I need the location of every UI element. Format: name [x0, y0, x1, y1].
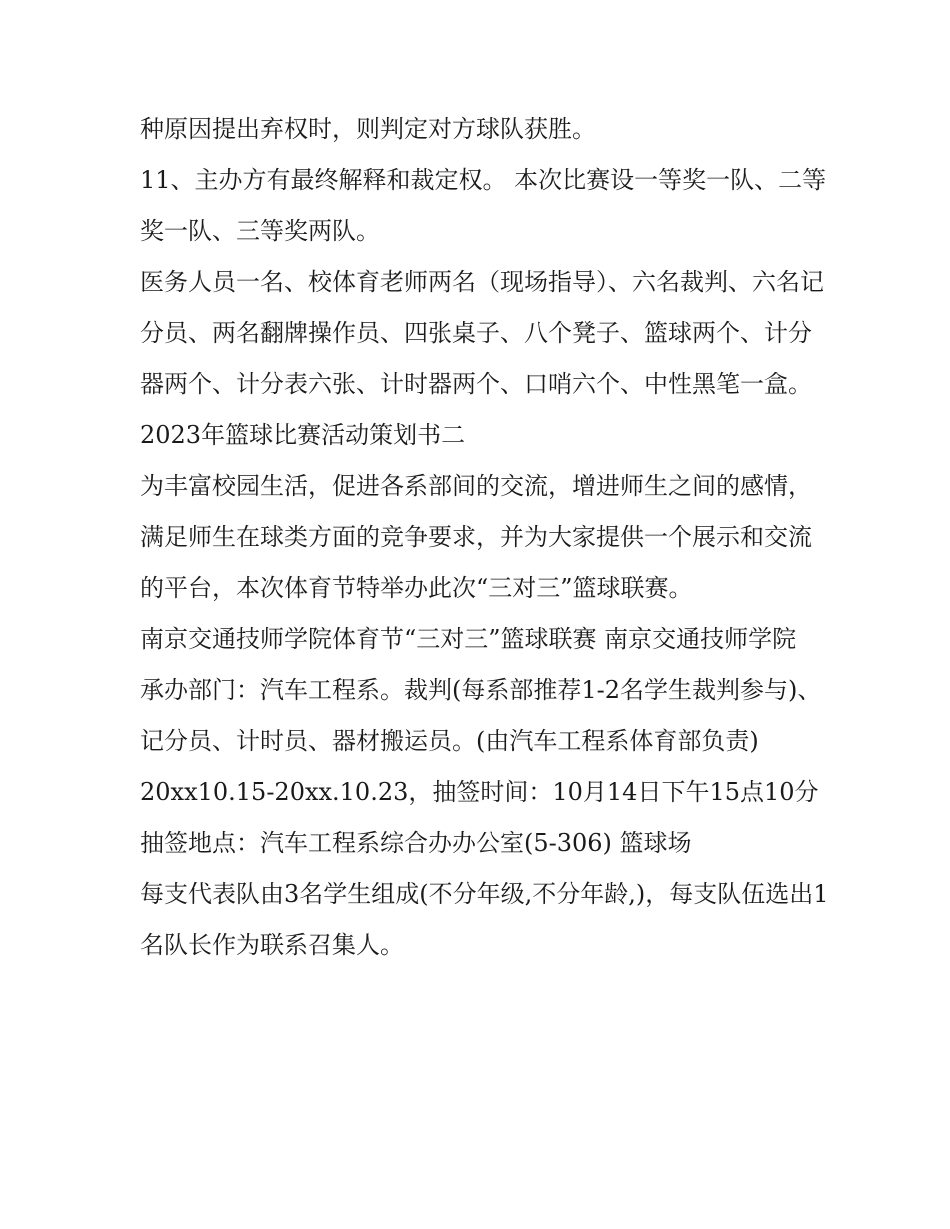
paragraph-organizer: 南京交通技师学院体育节“三对三”篮球联赛 南京交通技师学院: [140, 625, 797, 653]
paragraph-forfeit-rule: 种原因提出弃权时，则判定对方球队获胜。: [140, 115, 596, 143]
paragraph-schedule-location: 20xx10.15-20xx.10.23，抽签时间：10月14日下午15点10分 抽签地点：汽车工程系综合办办公室(5-306) 篮球场: [140, 778, 827, 857]
paragraph-team-composition: 每支代表队由3名学生组成(不分年级,不分年龄,)，每支队伍选出1名队长作为联系召集人。: [140, 880, 829, 959]
document-body: [140, 104, 830, 971]
paragraph-final-interpretation-awards: 11、主办方有最终解释和裁定权。 本次比赛设一等奖一队、二等奖一队、三等奖两队。: [140, 166, 827, 245]
paragraph-staff-equipment: 医务人员一名、校体育老师两名（现场指导）、六名裁判、六名记分员、两名翻牌操作员、四张桌子、八个凳子、篮球两个、计分器两个、计分表六张、计时器两个、口哨六个、中性黑笔一盒。: [140, 268, 824, 398]
section-title: 2023年篮球比赛活动策划书二: [140, 421, 466, 449]
paragraph-host-department: 承办部门：汽车工程系。裁判(每系部推荐1-2名学生裁判参与)、记分员、计时员、器材搬运员。(由汽车工程系体育部负责): [140, 676, 822, 755]
paragraph-purpose: 为丰富校园生活，促进各系部间的交流，增进师生之间的感情，满足师生在球类方面的竞争要求，并为大家提供一个展示和交流的平台，本次体育节特举办此次“三对三”篮球联赛。: [140, 472, 812, 602]
